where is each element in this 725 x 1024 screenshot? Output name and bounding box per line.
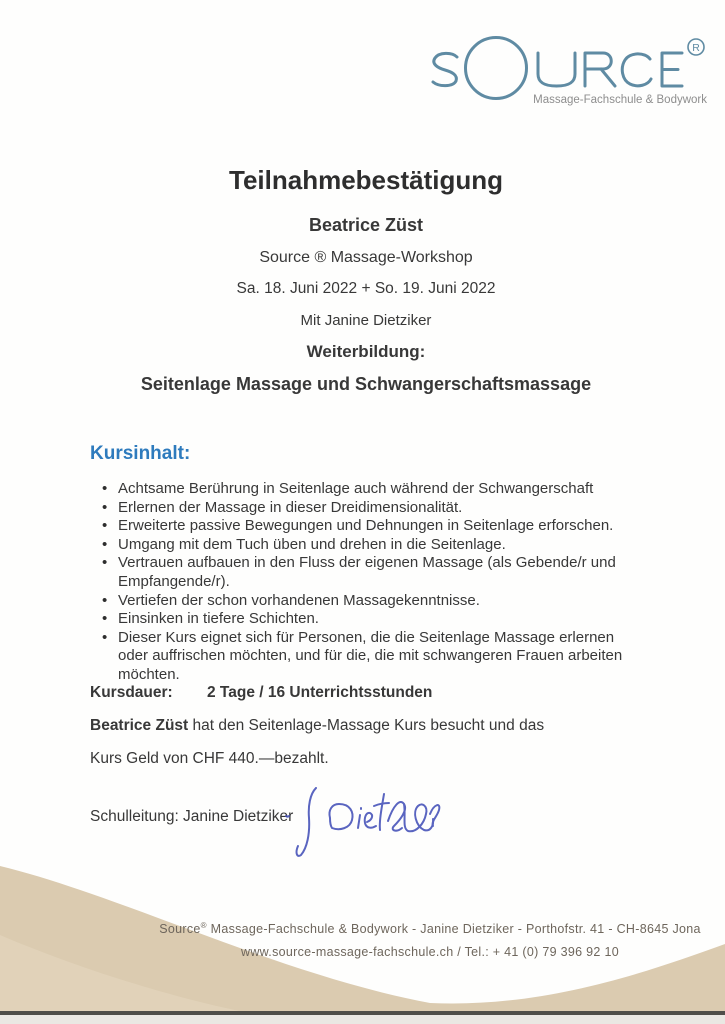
registered-mark-letter: R [692, 42, 700, 54]
course-content-list [97, 480, 645, 685]
list-item: • Dieser Kurs eignet sich für Personen, die die Seitenlage Massage erlernen oder auffrischen möchten, und für die, die mit schwangeren Frauen arbeiten möchten. [97, 629, 645, 685]
footer-address: Massage-Fachschule & Bodywork - Janine Dietziker - Porthofstr. 41 - CH-8645 Jona [206, 922, 701, 937]
page-title: Teilnahmebestätigung [229, 165, 503, 195]
logo-letter-e [662, 53, 682, 86]
duration-row [90, 684, 432, 702]
logo-letter-s [433, 53, 457, 85]
list-item: • Achtsame Berührung in Seitenlage auch während der Schwangerschaft [97, 480, 645, 499]
participant-name: Beatrice Züst [308, 215, 424, 235]
category-label: Weiterbildung: [306, 342, 426, 361]
logo-letter-o [466, 38, 527, 99]
payment-line: Kurs Geld von CHF 440.—bezahlt. [90, 750, 329, 767]
confirmation-text: hat den Seitenlage-Massage Kurs besucht und das [188, 717, 545, 734]
signature-label: Schulleitung: Janine Dietziker [90, 808, 294, 825]
duration-label: Kursdauer: [90, 684, 173, 701]
course-title: Seitenlage Massage und Schwangerschaftsmassage [140, 374, 592, 394]
course-name: Source ® Massage-Workshop [259, 249, 473, 266]
handwritten-signature [282, 776, 444, 868]
scan-edge-margin [0, 1015, 725, 1024]
instructor-line: Mit Janine Dietziker [300, 312, 432, 329]
list-item: • Erweiterte passive Bewegungen und Dehnungen in Seitenlage erforschen. [97, 517, 645, 536]
logo-letter-r [585, 53, 615, 86]
duration-value: 2 Tage / 16 Unterrichtsstunden [207, 684, 433, 701]
list-item: • Vertiefen der schon vorhandenen Massagekenntnisse. [97, 592, 645, 611]
footer [115, 914, 725, 964]
confirmation-line [90, 717, 544, 735]
source-logo [420, 28, 720, 110]
list-item: • Einsinken in tiefere Schichten. [97, 610, 645, 629]
footer-line2: www.source-massage-fachschule.ch / Tel.: + 41 (0) 79 396 92 10 [241, 945, 619, 960]
logo-tagline: Massage-Fachschule & Bodywork [533, 94, 707, 106]
footer-brand: Source [159, 922, 201, 937]
logo-letter-u [538, 53, 575, 86]
list-item: • Erlernen der Massage in dieser Dreidimensionalität. [97, 499, 645, 518]
footer-registered-mark: ® [200, 921, 207, 930]
list-item: • Vertrauen aufbauen in den Fluss der eigenen Massage (als Gebende/r und Empfangende/r). [97, 554, 645, 591]
section-heading-kursinhalt: Kursinhalt: [90, 443, 191, 464]
confirmation-name: Beatrice Züst [90, 717, 189, 734]
logo-letter-c [622, 54, 651, 86]
list-item: • Umgang mit dem Tuch üben und drehen in die Seitenlage. [97, 536, 645, 555]
footer-line1 [115, 914, 725, 941]
course-dates: Sa. 18. Juni 2022 + So. 19. Juni 2022 [236, 280, 496, 297]
